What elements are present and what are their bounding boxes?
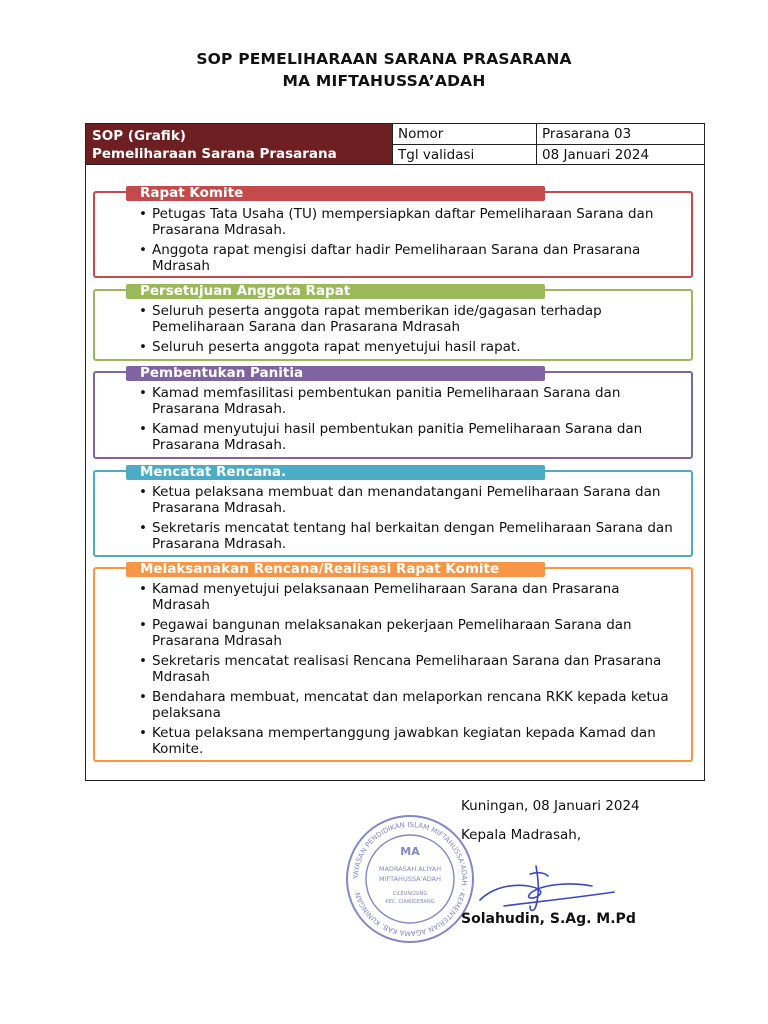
- section-label: Persetujuan Anggota Rapat: [126, 284, 545, 299]
- list-item: • Ketua pelaksana mempertanggung jawabkan kegiatan kepada Kamad dan Komite.: [139, 725, 679, 757]
- list-item: • Bendahara membuat, mencatat dan melaporkan rencana RKK kepada ketua pelaksana: [139, 689, 679, 721]
- stamp-center-line2: MIFTAHUSSA'ADAH: [379, 875, 441, 883]
- section-pembentukan-panitia: [93, 365, 693, 459]
- section-label: Mencatat Rencana.: [126, 465, 545, 480]
- madrasah-stamp: [344, 813, 476, 945]
- list-item: • Kamad memfasilitasi pembentukan panitia Pemeliharaan Sarana dan Prasarana Mdrasah.: [139, 385, 679, 417]
- sop-header-line2: Pemeliharaan Sarana Prasarana: [92, 146, 337, 162]
- stamp-outer-text: YAYASAN PENDIDIKAN ISLAM MIFTAHUSSA'ADAH · KEMENTERIAN AGAMA KAB. KUNINGAN: [351, 820, 469, 938]
- stamp-center-line4: KEC. CIAWIGEBANG: [385, 899, 435, 905]
- list-item: • Ketua pelaksana membuat dan menandatangani Pemeliharaan Sarana dan Prasarana Mdrasah.: [139, 484, 679, 516]
- stamp-center-top: MA: [400, 845, 420, 858]
- document-title-line1: SOP PEMELIHARAAN SARANA PRASARANA: [196, 50, 572, 68]
- section-list: [139, 206, 679, 278]
- section-persetujuan-anggota-rapat: [93, 283, 693, 361]
- section-list: [139, 484, 679, 556]
- section-label: Melaksanakan Rencana/Realisasi Rapat Komite: [126, 562, 545, 577]
- document-title-line2: MA MIFTAHUSSA’ADAH: [282, 72, 486, 90]
- section-melaksanakan-rencana: [93, 561, 693, 762]
- sop-header-title: [86, 124, 393, 164]
- section-rapat-komite: [93, 185, 693, 278]
- tgl-validasi-value: 08 Januari 2024: [542, 147, 650, 163]
- sop-header-line1: SOP (Grafik): [92, 128, 186, 144]
- handwritten-signature: [474, 856, 624, 916]
- section-label: Rapat Komite: [126, 186, 545, 201]
- list-item: • Sekretaris mencatat tentang hal berkaitan dengan Pemeliharaan Sarana dan Prasarana Mdrasah.: [139, 520, 679, 552]
- list-item: • Seluruh peserta anggota rapat memberikan ide/gagasan terhadap Pemeliharaan Sarana dan Prasarana Mdrasah: [139, 303, 679, 335]
- sop-header-table: [85, 123, 705, 165]
- stamp-center-line1: MADRASAH ALIYAH: [378, 865, 442, 873]
- list-item: • Anggota rapat mengisi daftar hadir Pemeliharaan Sarana dan Prasarana Mdrasah: [139, 242, 679, 274]
- list-item: • Pegawai bangunan melaksanakan pekerjaan Pemeliharaan Sarana dan Prasarana Mdrasah: [139, 617, 679, 649]
- nomor-value: Prasarana 03: [537, 124, 704, 145]
- section-list: [139, 581, 679, 761]
- tgl-validasi-label: Tgl validasi: [393, 145, 537, 165]
- list-item: • Kamad menyetujui pelaksanaan Pemeliharaan Sarana dan Prasarana Mdrasah: [139, 581, 679, 613]
- nomor-label: Nomor: [393, 124, 537, 145]
- list-item: • Sekretaris mencatat realisasi Rencana Pemeliharaan Sarana dan Prasarana Mdrasah: [139, 653, 679, 685]
- section-mencatat-rencana: [93, 464, 693, 557]
- sop-header-meta: [393, 124, 704, 164]
- list-item: • Petugas Tata Usaha (TU) mempersiapkan daftar Pemeliharaan Sarana dan Prasarana Mdrasah.: [139, 206, 679, 238]
- signature-name: Solahudin, S.Ag. M.Pd: [461, 911, 636, 927]
- signature-role: Kepala Madrasah,: [461, 827, 582, 843]
- section-list: [139, 385, 679, 457]
- stamp-center-line3: CILEUNGSING: [392, 891, 428, 897]
- list-item: • Kamad menyutujui hasil pembentukan panitia Pemeliharaan Sarana dan Prasarana Mdrasah.: [139, 421, 679, 453]
- section-list: [139, 303, 679, 359]
- list-item: • Seluruh peserta anggota rapat menyetujui hasil rapat.: [139, 339, 679, 355]
- section-label: Pembentukan Panitia: [126, 366, 545, 381]
- signature-place-date: Kuningan, 08 Januari 2024: [461, 798, 640, 814]
